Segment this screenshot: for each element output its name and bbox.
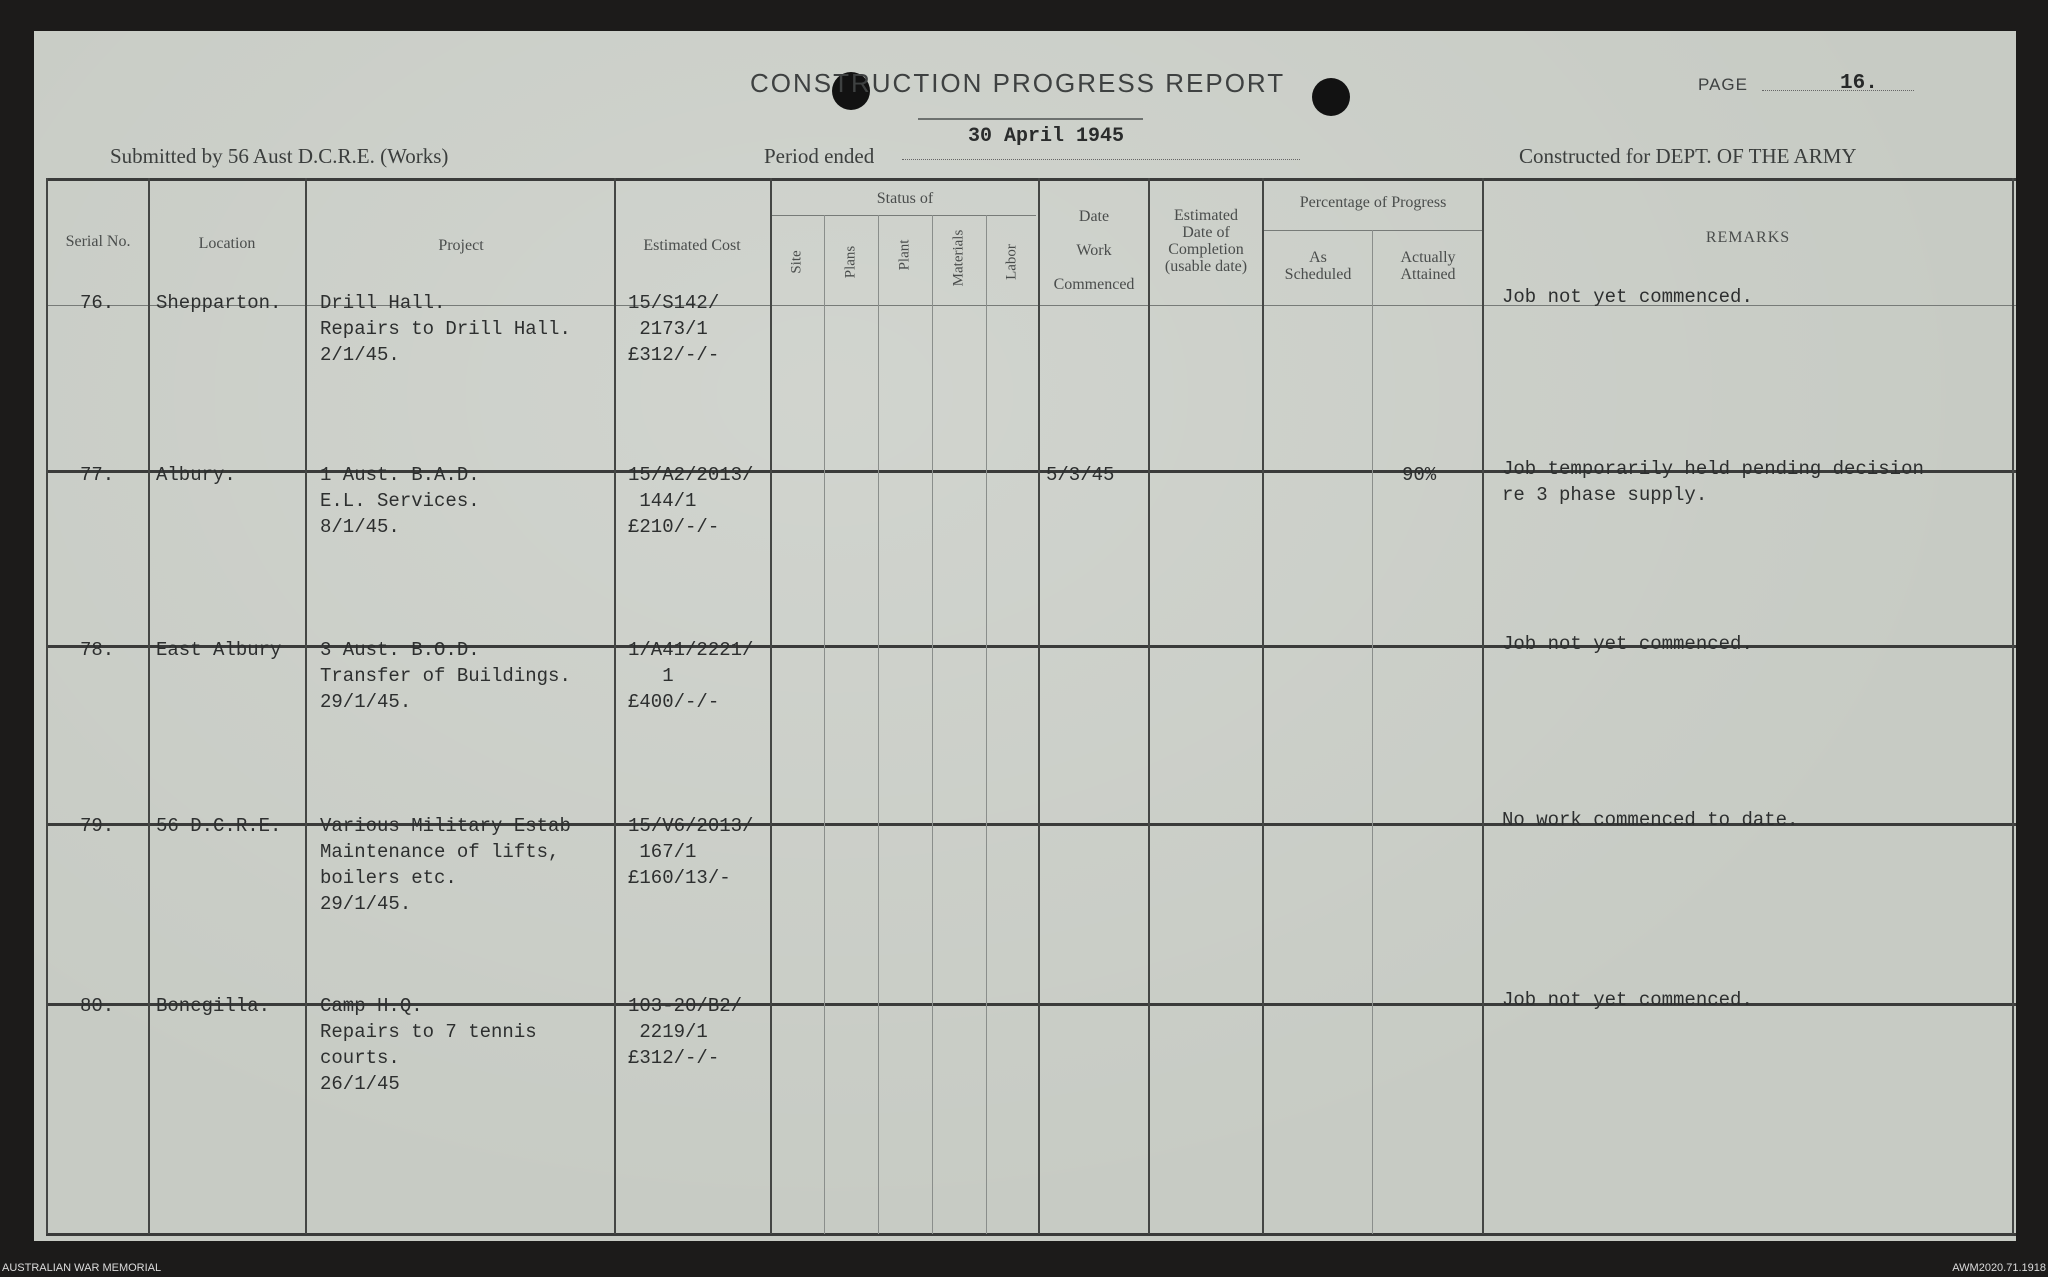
- col-border-9: [2012, 178, 2014, 1234]
- serial-cell: 79.: [80, 815, 115, 837]
- col-header-date-commenced: Date Work Commenced: [1053, 208, 1135, 293]
- location-cell: Bonegilla.: [156, 995, 271, 1017]
- remarks-cell: Job not yet commenced.: [1502, 989, 1753, 1011]
- period-value: 30 April 1945: [968, 125, 1125, 148]
- remarks-cell: No work commenced to date.: [1502, 809, 1799, 831]
- status-sub-border-3: [932, 215, 933, 1234]
- attained-cell: 90%: [1402, 464, 1437, 486]
- col-border-5: [1038, 178, 1040, 1234]
- cost-cell: 103-20/B2/ 2219/1 £312/-/-: [628, 995, 743, 1069]
- serial-cell: 76.: [80, 292, 115, 314]
- project-cell: Various Military Estab Maintenance of lifts, boilers etc. 29/1/45.: [320, 815, 571, 915]
- col-header-est-completion: Estimated Date of Completion (usable date): [1164, 207, 1248, 275]
- col-header-progress-group: Percentage of Progress: [1299, 194, 1447, 211]
- constructed-for: Constructed for DEPT. OF THE ARMY: [1519, 144, 1857, 168]
- date-commenced-cell: 5/3/45: [1046, 464, 1115, 486]
- col-border-8: [1482, 178, 1484, 1234]
- remarks-cell: Job not yet commenced.: [1502, 286, 1753, 308]
- status-sub-border-1: [824, 215, 825, 1234]
- project-cell: 1 Aust. B.A.D. E.L. Services. 8/1/45.: [320, 464, 480, 538]
- col-header-site: Site: [788, 250, 805, 274]
- cost-cell: 1/A41/2221/ 1 £400/-/-: [628, 639, 754, 713]
- table-top-border: [46, 178, 2016, 181]
- period-label: Period ended: [764, 144, 875, 168]
- col-border-6: [1148, 178, 1150, 1234]
- col-header-cost: Estimated Cost: [643, 237, 741, 254]
- period-dotted-line: [902, 159, 1300, 160]
- col-header-project: Project: [438, 237, 484, 254]
- serial-cell: 80.: [80, 995, 115, 1017]
- col-header-labor: Labor: [1003, 244, 1020, 280]
- col-border-3: [614, 178, 616, 1234]
- progress-group-rule: [1264, 230, 1484, 231]
- project-cell: Drill Hall. Repairs to Drill Hall. 2/1/45.: [320, 292, 571, 366]
- status-group-rule: [772, 215, 1036, 216]
- col-header-status-group: Status of: [876, 190, 934, 207]
- col-header-plans: Plans: [842, 245, 859, 279]
- col-header-remarks: REMARKS: [1705, 229, 1791, 246]
- cost-cell: 15/S142/ 2173/1 £312/-/-: [628, 292, 720, 366]
- remarks-cell: Job not yet commenced.: [1502, 633, 1753, 655]
- col-border-7: [1262, 178, 1264, 1234]
- page-number: 16.: [1840, 72, 1878, 95]
- col-border-4: [770, 178, 772, 1234]
- status-sub-border-4: [986, 215, 987, 1234]
- col-border-0: [46, 178, 48, 1234]
- status-sub-border-2: [878, 215, 879, 1234]
- table-bottom-border: [46, 1233, 2016, 1236]
- page-dotted-line: [1762, 90, 1914, 91]
- page-label: PAGE: [1698, 75, 1748, 94]
- project-cell: 3 Aust. B.O.D. Transfer of Buildings. 29/1/45.: [320, 639, 571, 713]
- location-cell: East Albury: [156, 639, 282, 661]
- col-header-plant: Plant: [896, 239, 913, 271]
- col-border-1: [148, 178, 150, 1234]
- col-header-location: Location: [198, 235, 256, 252]
- progress-sub-border: [1372, 230, 1373, 1234]
- location-cell: Albury.: [156, 464, 236, 486]
- cost-cell: 15/A2/2013/ 144/1 £210/-/-: [628, 464, 754, 538]
- footer-right: AWM2020.71.1918: [1952, 1262, 2046, 1274]
- col-header-serial: Serial No.: [65, 233, 131, 250]
- punch-hole-right: [1312, 78, 1350, 116]
- col-header-actually-attained: Actually Attained: [1400, 249, 1456, 283]
- serial-cell: 77.: [80, 464, 115, 486]
- location-cell: 56 D.C.R.E.: [156, 815, 282, 837]
- remarks-cell: Job temporarily held pending decision re 3 phase supply.: [1502, 458, 1924, 506]
- col-header-as-scheduled: As Scheduled: [1284, 249, 1352, 283]
- submitted-by: Submitted by 56 Aust D.C.R.E. (Works): [110, 144, 449, 168]
- project-cell: Camp H.Q. Repairs to 7 tennis courts. 26/1/45: [320, 995, 537, 1095]
- cost-cell: 15/V6/2013/ 167/1 £160/13/-: [628, 815, 754, 889]
- serial-cell: 78.: [80, 639, 115, 661]
- col-border-2: [305, 178, 307, 1234]
- title-underline: [918, 118, 1143, 120]
- col-header-materials: Materials: [950, 229, 967, 287]
- location-cell: Shepparton.: [156, 292, 282, 314]
- report-title: CONSTRUCTION PROGRESS REPORT: [750, 68, 1286, 98]
- footer-left: AUSTRALIAN WAR MEMORIAL: [2, 1262, 162, 1274]
